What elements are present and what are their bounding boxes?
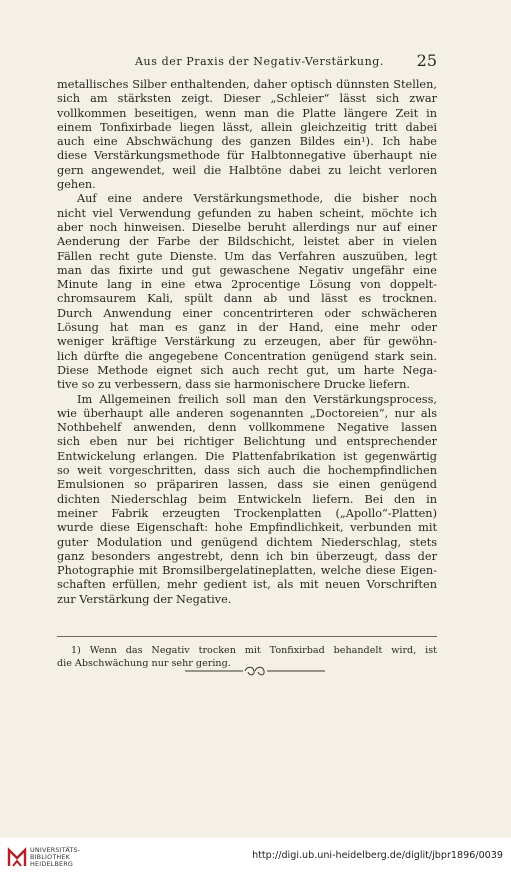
text-line: auch eine Abschwächung des ganzen Bildes ein¹). Ich habe [57,135,437,149]
page-header [57,52,437,70]
library-name-line: UNIVERSITÄTS- [30,846,81,854]
text-line: tive so zu verbessern, dass sie harmonischere Drucke liefern. [57,378,410,392]
text-line: so weit vorgeschritten, dass sich auch die hochempfindlichen [57,464,437,478]
page-number: 25 [416,51,437,70]
footnote-line: die Abschwächung nur sehr gering. [57,657,231,669]
text-line: Nothbehelf anwenden, denn vollkommene Negative lassen [57,421,437,435]
text-line: wurde diese Eigenschaft: hohe Empfindlichkeit, verbunden mit [57,521,437,535]
text-line: zur Verstärkung der Negative. [57,592,232,606]
text-line: Lösung hat man es ganz in der Hand, eine mehr oder [57,321,437,335]
text-line: schaften erfüllen, mehr gedient ist, als mit neuen Vorschriften [57,578,437,592]
library-footer-bar [0,838,511,877]
text-line: Durch Anwendung einer concentrirteren oder schwächeren [57,306,437,320]
library-logo-icon [6,846,28,870]
text-line: dichten Niederschlag beim Entwickeln liefern. Bei den in [57,492,437,506]
text-line: gern angewendet, weil die Halbtöne dabei zu leicht verloren [57,163,437,177]
text-line: ganz besonders angestrebt, denn ich bin überzeugt, dass der [57,549,437,563]
text-line: chromsaurem Kali, spült dann ab und lässt es trocknen. [57,292,437,306]
source-url: http://digi.ub.uni-heidelberg.de/diglit/jbpr1896/0039 [252,850,503,861]
text-line: einem Tonfixirbade liegen lässt, allein gleichzeitig tritt dabei [57,120,437,134]
text-line: Minute lang in eine etwa 2procentige Lösung von doppelt- [57,278,437,292]
text-line: Im Allgemeinen freilich soll man den Verstärkungsprocess, [77,392,437,406]
text-line: Emulsionen so präpariren lassen, dass sie einen genügend [57,478,437,492]
text-line: metallisches Silber enthaltenden, daher optisch dünnsten Stellen, [57,78,437,91]
text-line: lich dürfte die angegebene Concentration genügend stark sein. [57,349,437,363]
text-line: weniger kräftige Verstärkung zu erzeugen, aber für gewöhn- [57,335,437,349]
text-line: Fällen recht gute Dienste. Um das Verfahren auszuüben, legt [57,249,437,263]
text-line: Diese Methode eignet sich auch recht gut, um harte Nega- [57,363,437,377]
text-line: Auf eine andere Verstärkungsmethode, die bisher noch [77,192,437,206]
text-line: Aenderung der Farbe der Bildschicht, leistet aber in vielen [57,235,437,249]
text-line: wie überhaupt alle anderen sogenannten „Doctoreien“, nur als [57,406,437,420]
library-name-line: BIBLIOTHEK [30,853,71,862]
text-line: Photographie mit Bromsilbergelatineplatten, welche diese Eigen- [57,564,437,578]
text-line: sich eben nur bei richtiger Belichtung und entsprechender [57,435,437,449]
text-line: aber noch hinweisen. Dieselbe beruht allerdings nur auf einer [57,220,437,234]
library-name [30,847,80,869]
ornament-divider-icon [175,665,335,677]
body-text [57,78,437,607]
text-line: gehen. [57,178,96,192]
text-line: guter Modulation und genügend dichtem Niederschlag, stets [57,535,437,549]
text-line: vollkommen beseitigen, wenn man die Platte längere Zeit in [57,106,437,120]
text-line: sich am stärksten zeigt. Dieser „Schleier“ lässt sich zwar [57,92,437,106]
text-line: man das fixirte und gut gewaschene Negativ ungefähr eine [57,263,437,277]
running-title: Aus der Praxis der Negativ-Verstärkung. [135,55,385,68]
text-line: nicht viel Verwendung gefunden zu haben scheint, möchte ich [57,206,437,220]
footnote-line: 1) Wenn das Negativ trocken mit Tonfixirbad behandelt wird, ist [71,645,437,656]
footnote-rule [57,636,437,637]
text-line: diese Verstärkungsmethode für Halbtonnegative überhaupt nie [57,149,437,163]
text-line: meiner Fabrik erzeugten Trockenplatten („Apollo“-Platten) [57,506,437,520]
text-line: Entwickelung erlangen. Die Plattenfabrikation ist gegenwärtig [57,449,437,463]
library-name-line: HEIDELBERG [30,860,74,869]
